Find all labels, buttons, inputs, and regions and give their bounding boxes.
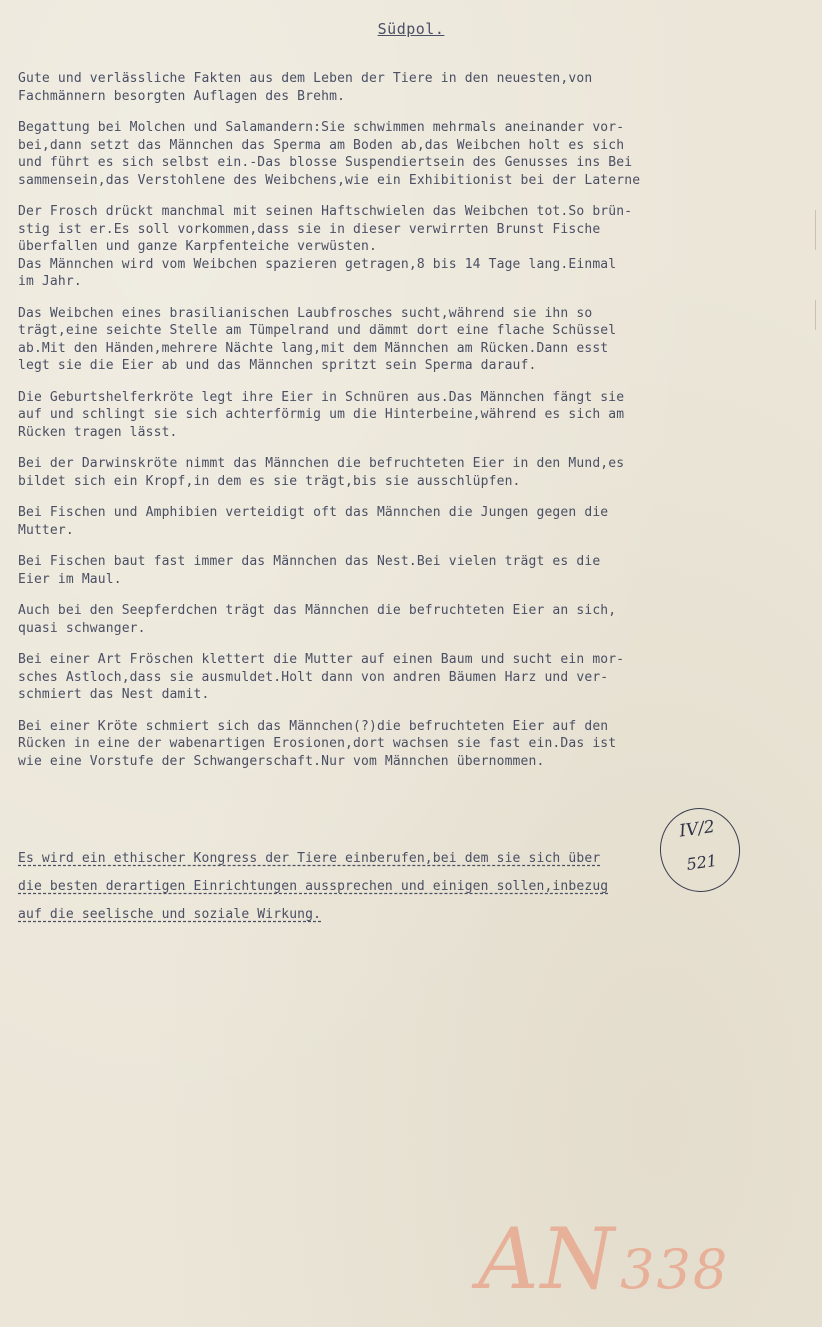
- archive-letters: AN: [478, 1210, 617, 1308]
- page-edge-line: [815, 300, 816, 330]
- paragraph: [18, 455, 808, 490]
- text-line: Rücken tragen lässt.: [18, 424, 178, 440]
- text-line: Begattung bei Molchen und Salamandern:Sie schwimmen mehrmals aneinander vor-: [18, 120, 625, 135]
- paragraph: [18, 651, 808, 704]
- text-line: legt sie die Eier ab und das Männchen spritzt sein Sperma darauf.: [18, 358, 537, 373]
- text-line: Eier im Maul.: [18, 571, 122, 587]
- paragraph: [18, 553, 808, 588]
- text-line: bildet sich ein Kropf,in dem es sie trägt,bis sie ausschlüpfen.: [18, 473, 521, 489]
- paragraph: [18, 70, 808, 105]
- paragraph: [18, 203, 808, 291]
- paragraph: [18, 389, 808, 442]
- text-line: quasi schwanger.: [18, 620, 146, 636]
- text-line: im Jahr.: [18, 274, 82, 289]
- text-line: Bei einer Art Fröschen klettert die Mutter auf einen Baum und sucht ein mor-: [18, 652, 625, 667]
- archive-number: 338: [620, 1238, 730, 1301]
- text-line: überfallen und ganze Karpfenteiche verwüsten.: [18, 239, 377, 254]
- text-line: sches Astloch,dass sie ausmuldet.Holt dann von andren Bäumen Harz und ver-: [18, 669, 609, 685]
- text-line: Mutter.: [18, 522, 74, 538]
- text-line: Die Geburtshelferkröte legt ihre Eier in Schnüren aus.Das Männchen fängt sie: [18, 389, 625, 405]
- page-edge-line: [815, 210, 816, 250]
- page-title: Südpol.: [377, 20, 445, 38]
- paragraph: [18, 602, 808, 637]
- text-line: ab.Mit den Händen,mehrere Nächte lang,mit dem Männchen am Rücken.Dann esst: [18, 340, 609, 356]
- paragraph: [18, 718, 808, 771]
- text-line: bei,dann setzt das Männchen das Sperma am Boden ab,das Weibchen holt es sich: [18, 137, 625, 153]
- text-line: und führt es sich selbst ein.-Das blosse Suspendiertsein des Genusses ins Bei: [18, 155, 633, 170]
- paragraph: [18, 119, 808, 189]
- text-line: trägt,eine seichte Stelle am Tümpelrand und dämmt dort eine flache Schüssel: [18, 323, 617, 338]
- text-line: sammensein,das Verstohlene des Weibchens,wie ein Exhibitionist bei der Laterne: [18, 172, 641, 188]
- text-line: Auch bei den Seepferdchen trägt das Männchen die befruchteten Eier an sich,: [18, 603, 617, 618]
- text-line: schmiert das Nest damit.: [18, 687, 210, 702]
- text-line: wie eine Vorstufe der Schwangerschaft.Nur vom Männchen übernommen.: [18, 753, 545, 769]
- text-line: Fachmännern besorgten Auflagen des Brehm.: [18, 88, 346, 104]
- text-line: Gute und verlässliche Fakten aus dem Leben der Tiere in den neuesten,von: [18, 71, 593, 86]
- text-line: Bei einer Kröte schmiert sich das Männchen(?)die befruchteten Eier auf den: [18, 718, 609, 734]
- text-line: auf und schlingt sie sich achterförmig um die Hinterbeine,während es sich am: [18, 407, 625, 422]
- underlined-line: Es wird ein ethischer Kongress der Tiere einberufen,bei dem sie sich über: [18, 851, 601, 866]
- underlined-line: auf die seelische und soziale Wirkung.: [18, 907, 322, 922]
- text-line: Bei der Darwinskröte nimmt das Männchen die befruchteten Eier in den Mund,es: [18, 456, 625, 471]
- stamp-volume: IV/2: [678, 816, 717, 842]
- document-body: [18, 70, 808, 784]
- text-line: Das Weibchen eines brasilianischen Laubfrosches sucht,während sie ihn so: [18, 305, 593, 321]
- text-line: Rücken in eine der wabenartigen Erosionen,dort wachsen sie fast ein.Das ist: [18, 736, 617, 751]
- paragraph: [18, 504, 808, 539]
- text-line: Bei Fischen und Amphibien verteidigt oft das Männchen die Jungen gegen die: [18, 505, 609, 520]
- text-line: stig ist er.Es soll vorkommen,dass sie in dieser verwirrten Brunst Fische: [18, 221, 601, 237]
- archive-signature: [478, 1210, 729, 1308]
- paragraph: [18, 305, 808, 375]
- text-line: Bei Fischen baut fast immer das Männchen das Nest.Bei vielen trägt es die: [18, 554, 601, 569]
- stamp-number: 521: [685, 850, 719, 874]
- text-line: Der Frosch drückt manchmal mit seinen Haftschwielen das Weibchen tot.So brün-: [18, 204, 633, 219]
- text-line: Das Männchen wird vom Weibchen spazieren getragen,8 bis 14 Tage lang.Einmal: [18, 256, 617, 272]
- underlined-line: die besten derartigen Einrichtungen aussprechen und einigen sollen,inbezug: [18, 879, 609, 894]
